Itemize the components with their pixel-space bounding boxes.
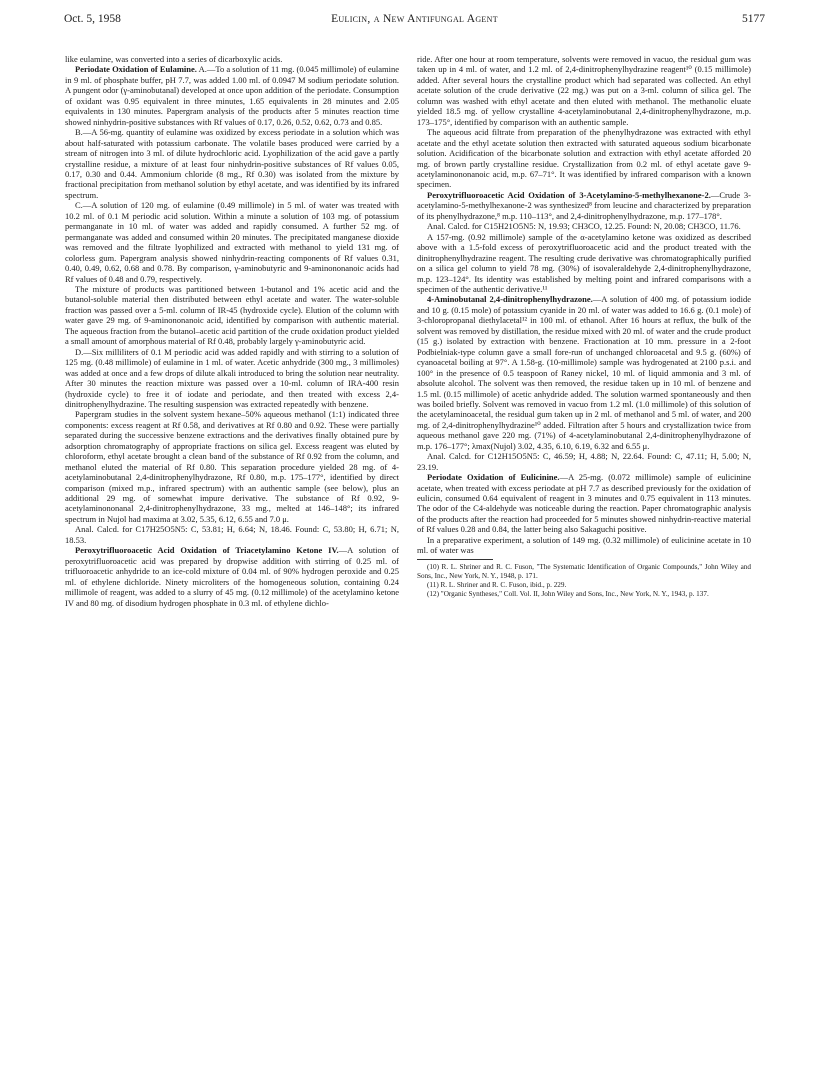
section-heading: Periodate Oxidation of Eulamine. (75, 64, 197, 75)
header-page-number: 5177 (742, 13, 765, 25)
footnote: (11) R. L. Shriner and R. C. Fuson, ibid., p. 229. (427, 581, 567, 590)
paragraph: Papergram studies in the solvent system hexane–50% aqueous methanol (1:1) indicated three components: excess reagent at Rf 0.58, and derivatives at Rf 0.80 and 0.92. These were partially separated during the successive benzene extractions and the derivatives finally obtained pure by adsorption chromatography of appropriate fractions on silica gel. Excess reagent was eluted by chloroform, ethyl acetate brought a clean band of the substance of Rf 0.92 from the column, and methanol eluted the material of Rf 0.80. This separation procedure yielded 28 mg. of 4-acetylaminobutanal 2,4-dinitrophenylhydrazone, Rf 0.80, m.p. 175–177°, identified by direct comparison (mixed m.p., infrared spectrum) with an authentic sample (see below), plus an additional 29 mg. of somewhat impure derivative. The substance of Rf 0.92, 9-acetylaminononanal 2,4-dinitrophenylhydrazone, 33 mg., melted at 146–148°; its infrared spectrum in Nujol had maxima at 3.02, 5.35, 6.12, 6.55 and 7.0 μ. (65, 409, 399, 524)
paragraph: The aqueous acid filtrate from preparation of the phenylhydrazone was extracted with ethyl acetate and the ethyl acetate solution then extracted with saturated aqueous sodium bicarbonate solution. Acidification of the bicarbonate solution and extraction with ethyl acetate afforded 20 mg. of brown partly crystalline residue. Crystallization from 0.2 ml. of ethyl acetate gave 9-acetylaminononanoic acid, m.p. 67–71°. It was identified by infrared comparison with a known specimen. (417, 127, 751, 190)
footnote-divider (417, 559, 493, 560)
paragraph (65, 545, 399, 608)
footnotes (417, 563, 751, 600)
header-date: Oct. 5, 1958 (64, 13, 121, 25)
footnote: (12) "Organic Syntheses," Coll. Vol. II, John Wiley and Sons, Inc., New York, N. Y., 1943, p. 137. (427, 590, 709, 599)
analysis-line: Anal. Calcd. for C12H15O5N5: C, 46.59; H, 4.88; N, 22.64. Found: C, 47.11; H, 5.00; N, 23.19. (417, 451, 751, 472)
paragraph: D.—Six milliliters of 0.1 M periodic acid was added rapidly and with stirring to a solution of 125 mg. (0.48 millimole) of eulamine in 1 ml. of water. Acetic anhydride (300 mg., 3 millimoles) was added at once and a few drops of dilute alkali introduced to bring the solution near neutrality. After 30 minutes the reaction mixture was passed over a 10-ml. column of IRA-400 resin (hydroxide cycle) to free it of iodate and periodate, and then treated with excess 2,4-dinitrophenylhydrazine. The resulting suspension was extracted repeatedly with benzene. (65, 346, 399, 409)
analysis-line: Anal. Calcd. for C17H25O5N5: C, 53.81; H, 6.64; N, 18.46. Found: C, 53.80; H, 6.71; N, 18.53. (65, 524, 399, 545)
left-column (65, 54, 399, 608)
running-header (64, 13, 765, 29)
paragraph-text: —Crude 3-acetylamino-5-methylhexanone-2 was synthesized⁸ from leucine and characterized by preparation of its phenylhydrazone,⁸ m.p. 110–113°, and 2,4-dinitrophenylhydrazone, m.p. 177–178°. (417, 189, 751, 221)
footnote: (10) R. L. Shriner and R. C. Fuson, "The Systematic Identification of Organic Compounds," John Wiley and Sons, Inc., New York, N. Y., 1948, p. 171. (417, 562, 751, 580)
paragraph: C.—A solution of 120 mg. of eulamine (0.49 millimole) in 5 ml. of water was treated with 10.2 ml. of 0.1 M periodic acid solution. Within a minute a solution of 103 mg. of potassium permanganate in 10 ml. of water was added and rapidly consumed. A further 52 mg. of permanganate was added and consumed within 20 minutes. The precipitated manganese dioxide was removed and the filtrate lyophilized and extracted with methanol to yield 131 mg. of colorless gum. Papergram analysis showed ninhydrin-reacting components of Rf values 0.31, 0.40, 0.49, 0.62, 0.68 and 0.78. By comparison, γ-aminobutyric and 9-aminononanoic acids had Rf values of 0.48 and 0.79, respectively. (65, 200, 399, 284)
paragraph (65, 64, 399, 127)
paragraph: B.—A 56-mg. quantity of eulamine was oxidized by excess periodate in a solution which was about half-saturated with potassium carbonate. The volatile bases produced were carried by a stream of nitrogen into 3 ml. of dilute hydrochloric acid. Lyophilization of the acid gave a partly crystalline residue, a mixture of at least four ninhydrin-positive substances of Rf values 0.05, 0.17, 0.30 and 0.44. Ammonium chloride (8 mg., Rf 0.30) was isolated from the mixture by fractional precipitation from methanol solution by ethyl acetate, and was identified by its infrared spectrum. (65, 127, 399, 200)
header-title: Eulicin, a New Antifungal Agent (331, 13, 498, 25)
paragraph: like eulamine, was converted into a series of dicarboxylic acids. (65, 54, 283, 64)
paragraph (417, 294, 751, 451)
paragraph: In a preparative experiment, a solution of 149 mg. (0.32 millimole) of eulicinine acetate in 10 ml. of water was (417, 534, 751, 556)
paragraph: A 157-mg. (0.92 millimole) sample of the α-acetylamino ketone was oxidized as described above with a 1.5-fold excess of peroxytrifluoroacetic acid and the product treated with the dinitrophenylhydrazine reagent. The resulting crude derivative was chromatographically purified on a silica gel column to yield 78 mg. (30%) of isovaleraldehyde 2,4-dinitrophenylhydrazone, m.p. 123–124°. Its identity was established by melting point and infrared comparisons with a specimen of the authentic derivative.¹¹ (417, 231, 751, 294)
paragraph-text: —A 25-mg. (0.072 millimole) sample of eulicinine acetate, when treated with excess periodate at pH 7.7 as described previously for the oxidation of eulicin, consumed 0.64 equivalent of reagent in 3 minutes and 0.75 equivalent in 113 minutes. The odor of the C4-aldehyde was noticeable during the reaction. Paper chromatographic analysis of the products after the reaction had proceeded for 5 minutes showed ninhydrin-reactive material of Rf values 0.28 and 0.84, the latter being also Sakaguchi positive. (417, 472, 751, 535)
section-heading: Periodate Oxidation of Eulicinine. (427, 472, 560, 483)
paragraph (417, 472, 751, 535)
paragraph-text: —A solution of peroxytrifluoroacetic acid was prepared by dropwise addition with stirring of 0.25 ml. of trifluoroacetic anhydride to an ice-cold mixture of 0.04 ml. of 90% hydrogen peroxide and 0.25 ml. of ethylene dichloride. Ninety microliters of the homogeneous solution, containing 0.24 millimole of reagent, was added to a slurry of 45 mg. (0.12 millimole) of the acetylamino ketone IV and 80 mg. of disodium hydrogen phosphate in 0.3 ml. of ethylene dichlo- (65, 545, 399, 608)
paragraph-text: A.—To a solution of 11 mg. (0.045 millimole) of eulamine in 9 ml. of phosphate buffer, pH 7.7, was added 1.00 ml. of 0.0947 M sodium periodate solution. A pungent odor (γ-aminobutanal) developed at once upon addition of the periodate. Consumption of oxidant was 0.95 equivalent in three minutes, 1.65 equivalents in 28 minutes and 2.05 equivalents in 130 minutes. Papergram analysis of the products after 5 minutes reaction time showed ninhydrin-positive substances with Rf values of 0.17, 0.26, 0.52, 0.62, 0.73 and 0.85. (65, 64, 400, 127)
analysis-line: Anal. Calcd. for C15H21O5N5: N, 19.93; CH3CO, 12.25. Found: N, 20.08; CH3CO, 11.76. (427, 221, 741, 232)
paragraph (417, 190, 751, 221)
paragraph-text: —A solution of 400 mg. of potassium iodide and 10 g. (0.15 mole) of potassium cyanide in 20 ml. of water was added to 16.6 g. (0.1 mole) of 3-chloropropanal diethylacetal¹² in 100 ml. of ethanol. After 16 hours at reflux, the bulk of the solvent was removed by distillation, the residue mixed with 20 ml. of water and the crude product (15 g.) isolated by extraction with benzene. Fractionation at 10 mm. pressure in a 2-foot Podbielniak-type column gave a small fore-run of unchanged chloroacetal and 9.5 g. (60%) of cyanoacetal boiling at 97°. A 1.58-g. (10-millimole) sample was hydrogenated at 2100 p.s.i. and 100° in the presence of 0.5 teaspoon of Raney nickel, 10 ml. of liquid ammonia and 3 ml. of absolute alcohol. The solvent was then removed, the residue taken up in 10 ml. of benzene and 1.5 ml. (0.15 millimole) of acetic anhydride added. The solution warmed spontaneously and then was boiled briefly. Solvent was removed in vacuo from 1.2 ml. (1.0 millimole) of this solution of the acetylaminoacetal, the residual gum taken up in 2 ml. of methanol and 5 ml. of water, and 200 mg. of 2,4-dinitrophenylhydrazine¹⁰ added. Filtration after 5 hours and crystallization twice from aqueous methanol gave 220 mg. (71%) of 4-acetylaminobutanal 2,4-dinitrophenylhydrazone of m.p. 176–177°; λmax(Nujol) 3.02, 4.35, 6.10, 6.19, 6.32 and 6.55 μ. (417, 294, 751, 451)
paragraph: ride. After one hour at room temperature, solvents were removed in vacuo, the residual gum was taken up in 4 ml. of water, and 1.2 ml. of 2,4-dinitrophenylhydrazine reagent¹⁰ (0.15 millimole) added. After several hours the crystalline product which had separated was collected. An ethyl acetate solution of the crude derivative (22 mg.) was put on a 3-ml. column of silica gel. The column was washed with ethyl acetate and then eluted with methanol. The methanolic eluate yielded 18.5 mg. of yellow crystalline 4-acetylaminobutanal 2,4-dinitrophenylhydrazone, m.p. 173–175°, identified by comparison with an authentic sample. (417, 54, 751, 127)
section-heading: Peroxytrifluoroacetic Acid Oxidation of Triacetylamino Ketone IV. (75, 545, 339, 556)
section-heading: Peroxytrifluoroacetic Acid Oxidation of 3-Acetylamino-5-methylhexanone-2. (427, 189, 711, 200)
section-heading: 4-Aminobutanal 2,4-dinitrophenylhydrazone. (427, 294, 593, 305)
right-column (417, 54, 751, 600)
paragraph: The mixture of products was partitioned between 1-butanol and 1% acetic acid and the butanol-soluble material then distributed between ethyl acetate and water. The water-soluble fraction was passed over a 5-ml. column of IR-45 (hydroxide cycle). Elution of the column with water gave 29 mg. of 9-aminononanoic acid, identified by comparison with authentic material. The aqueous fraction from the butanol–acetic acid partition of the crude oxidation product yielded a small amount of amorphous material of Rf 0.48, probably largely γ-aminobutyric acid. (65, 283, 399, 347)
